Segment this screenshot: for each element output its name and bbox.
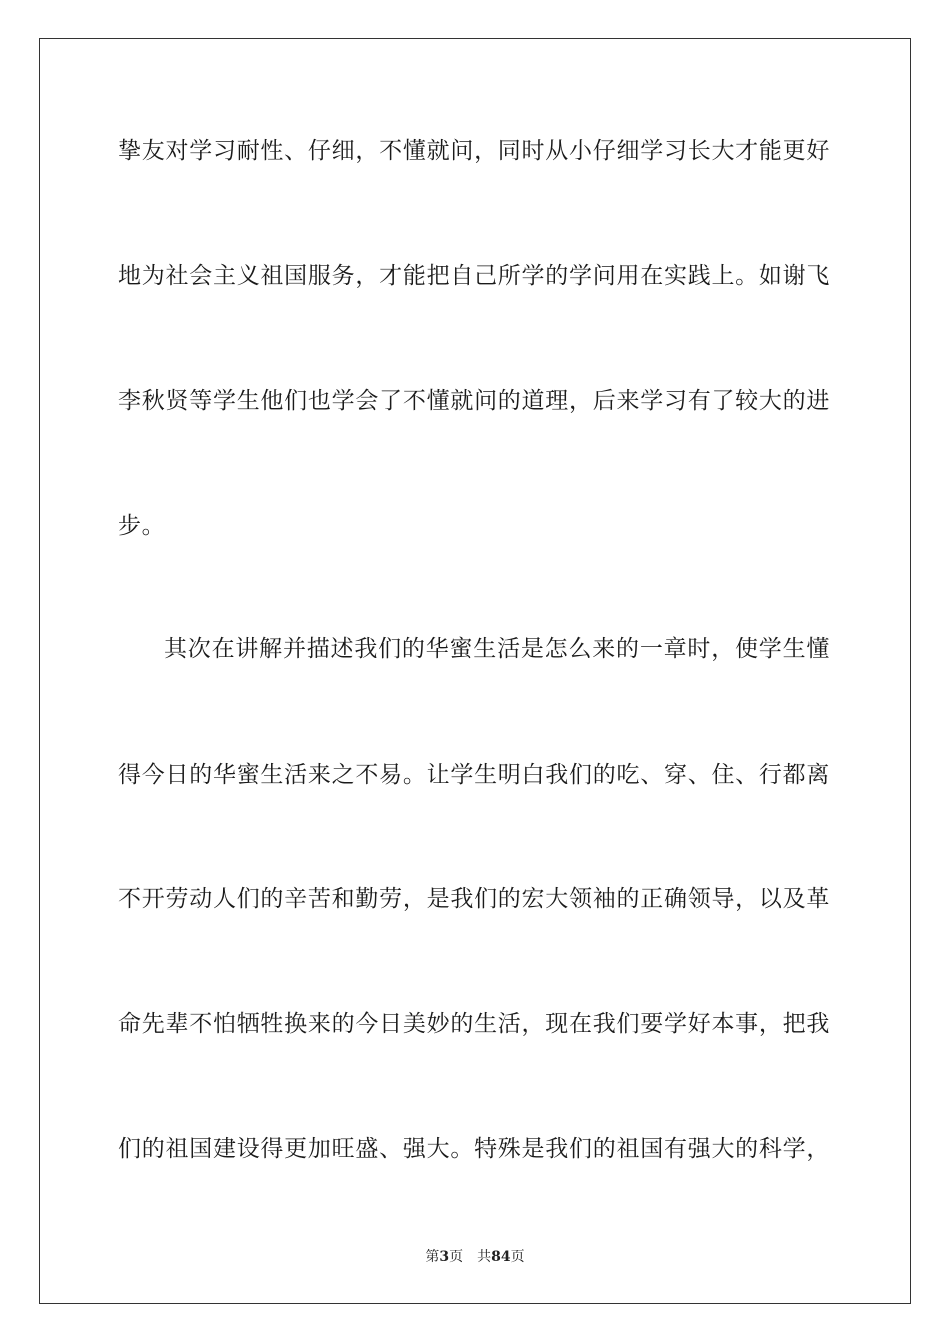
body-text-line: 李秋贤等学生他们也学会了不懂就问的道理，后来学习有了较大的进 (118, 388, 830, 414)
body-text-line: 命先辈不怕牺牲换来的今日美妙的生活，现在我们要学好本事，把我 (118, 1011, 830, 1037)
total-label-suffix: 页 (510, 1249, 525, 1265)
body-text-line: 得今日的华蜜生活来之不易。让学生明白我们的吃、穿、住、行都离 (118, 762, 830, 788)
body-text-line: 步。 (118, 513, 166, 539)
total-label-prefix: 共 (477, 1249, 492, 1265)
body-text-line: 地为社会主义祖国服务，才能把自己所学的学问用在实践上。如谢飞 (118, 263, 830, 289)
body-text-line: 们的祖国建设得更加旺盛、强大。特殊是我们的祖国有强大的科学， (118, 1136, 830, 1162)
body-text-line: 不开劳动人们的辛苦和勤劳，是我们的宏大领袖的正确领导，以及革 (118, 886, 830, 912)
total-pages: 84 (491, 1249, 511, 1265)
page-number: 3 (439, 1249, 450, 1265)
body-text-line: 挚友对学习耐性、仔细，不懂就问，同时从小仔细学习长大才能更好 (118, 138, 830, 164)
page-label-suffix: 页 (449, 1249, 464, 1265)
page-border (39, 38, 911, 1304)
page-label-prefix: 第 (425, 1249, 440, 1265)
page-footer (0, 1248, 950, 1266)
body-text-line: 其次在讲解并描述我们的华蜜生活是怎么来的一章时，使学生懂 (164, 636, 830, 662)
